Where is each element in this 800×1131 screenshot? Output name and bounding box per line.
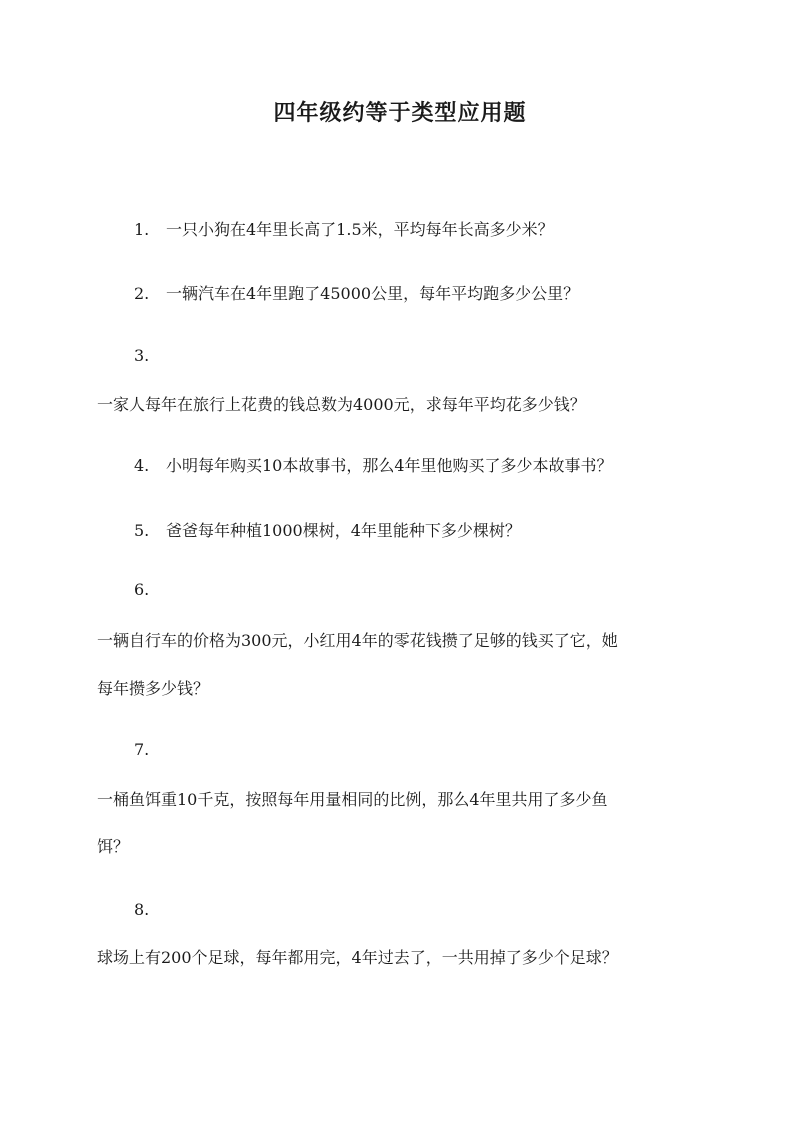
question-8-number: 8. <box>134 900 150 919</box>
question-7-text-line-2: 饵？ <box>97 837 130 856</box>
question-5 <box>134 519 521 543</box>
question-2 <box>134 282 579 306</box>
question-6-text-line-2: 每年攒多少钱？ <box>97 679 210 698</box>
question-number: 2. <box>134 284 150 303</box>
question-text: 一只小狗在4年里长高了1.5米，平均每年长高多少米？ <box>166 220 554 239</box>
question-number: 1. <box>134 220 150 239</box>
question-7-number: 7. <box>134 740 150 759</box>
question-8-text: 球场上有200个足球，每年都用完，4年过去了，一共用掉了多少个足球？ <box>97 948 618 967</box>
question-number: 5. <box>134 521 150 540</box>
question-number: 4. <box>134 456 150 475</box>
question-text: 一辆汽车在4年里跑了45000公里，每年平均跑多少公里？ <box>166 284 580 303</box>
question-6-number: 6. <box>134 580 150 599</box>
page-title: 四年级约等于类型应用题 <box>273 100 527 126</box>
question-6-text-line-1: 一辆自行车的价格为300元，小红用4年的零花钱攒了足够的钱买了它，她 <box>97 631 618 650</box>
question-text: 爸爸每年种植1000棵树，4年里能种下多少棵树？ <box>166 521 521 540</box>
question-4 <box>134 454 613 478</box>
question-3-text: 一家人每年在旅行上花费的钱总数为4000元，求每年平均花多少钱？ <box>97 395 586 414</box>
question-3-number: 3. <box>134 346 150 365</box>
question-1 <box>134 218 554 242</box>
question-7-text-line-1: 一桶鱼饵重10千克，按照每年用量相同的比例，那么4年里共用了多少鱼 <box>97 790 608 809</box>
question-text: 小明每年购买10本故事书，那么4年里他购买了多少本故事书？ <box>166 456 613 475</box>
